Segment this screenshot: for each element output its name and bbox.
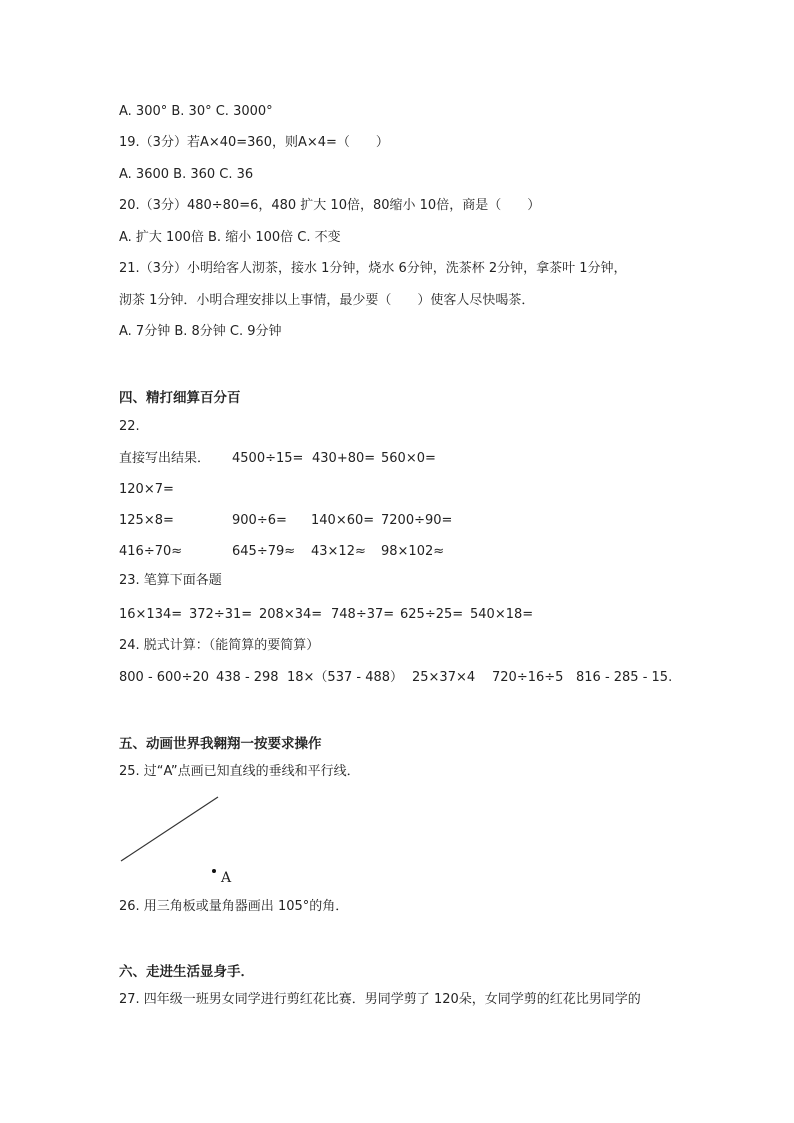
q22-row1-label: 直接写出结果． [119,451,211,466]
q23-item: 540×18= [470,607,534,622]
q19-stem: 19.（3分）若A×40=360，则A×4=（ ） [119,135,389,150]
q21-stem-line1: 21.（3分）小明给客人沏茶，接水 1分钟，烧水 6分钟，洗茶杯 2分钟，拿茶叶 1分钟， [119,261,627,276]
q25-text: 25. 过“A”点画已知直线的垂线和平行线． [119,764,360,779]
q22-row3-item: 7200÷90= [381,513,453,528]
q22-row2-item: 120×7= [119,482,174,497]
q24-title: 24. 脱式计算：（能简算的要简算） [119,638,320,653]
point-a-label: A [221,870,232,886]
given-line [121,797,218,861]
q22-row4-item: 98×102≈ [381,544,445,559]
q22-row4-item: 645÷79≈ [232,544,296,559]
q19-options: A. 3600 B. 360 C. 36 [119,167,254,182]
q22-row4-item: 43×12≈ [311,544,366,559]
q22-row3-item: 125×8= [119,513,174,528]
q26-text: 26. 用三角板或量角器画出 105°的角． [119,899,349,914]
q24-item: 18×（537 - 488） [287,670,404,685]
section5-title: 五、动画世界我翱翔一按要求操作 [119,736,322,752]
q23-item: 748÷37= [331,607,395,622]
q22-row4-item: 416÷70≈ [119,544,183,559]
q20-stem: 20.（3分）480÷80=6，480 扩大 10倍，80缩小 10倍，商是（ ） [119,198,541,213]
q20-options: A. 扩大 100倍 B. 缩小 100倍 C. 不变 [119,230,341,245]
point-a-dot [212,869,216,873]
q22-number: 22. [119,419,140,434]
q27-text: 27. 四年级一班男女同学进行剪红花比赛．男同学剪了 120朵，女同学剪的红花比男同学的 [119,992,641,1007]
q23-item: 16×134= [119,607,183,622]
q23-item: 208×34= [259,607,323,622]
q24-item: 438 - 298 [216,670,279,685]
q22-row3-item: 140×60= [311,513,375,528]
q18-options: A. 300° B. 30° C. 3000° [119,104,273,119]
q24-item: 800 - 600÷20 [119,670,210,685]
q22-row1-item: 430+80= [312,451,376,466]
section4-title: 四、精打细算百分百 [119,390,241,406]
q24-item: 720÷16÷5 [492,670,564,685]
q23-item: 625÷25= [400,607,464,622]
q24-item: 25×37×4 [412,670,476,685]
given-line-figure [110,788,230,878]
q22-row3-item: 900÷6= [232,513,287,528]
q22-row1-item: 4500÷15= [232,451,304,466]
section6-title: 六、走进生活显身手． [119,964,254,980]
q21-stem-line2: 沏茶 1分钟．小明合理安排以上事情，最少要（ ）使客人尽快喝茶． [119,293,535,308]
q24-item: 816 - 285 - 15. [576,670,673,685]
q21-options: A. 7分钟 B. 8分钟 C. 9分钟 [119,324,282,339]
q23-item: 372÷31= [189,607,253,622]
q23-title: 23. 笔算下面各题 [119,573,222,588]
q22-row1-item: 560×0= [381,451,436,466]
